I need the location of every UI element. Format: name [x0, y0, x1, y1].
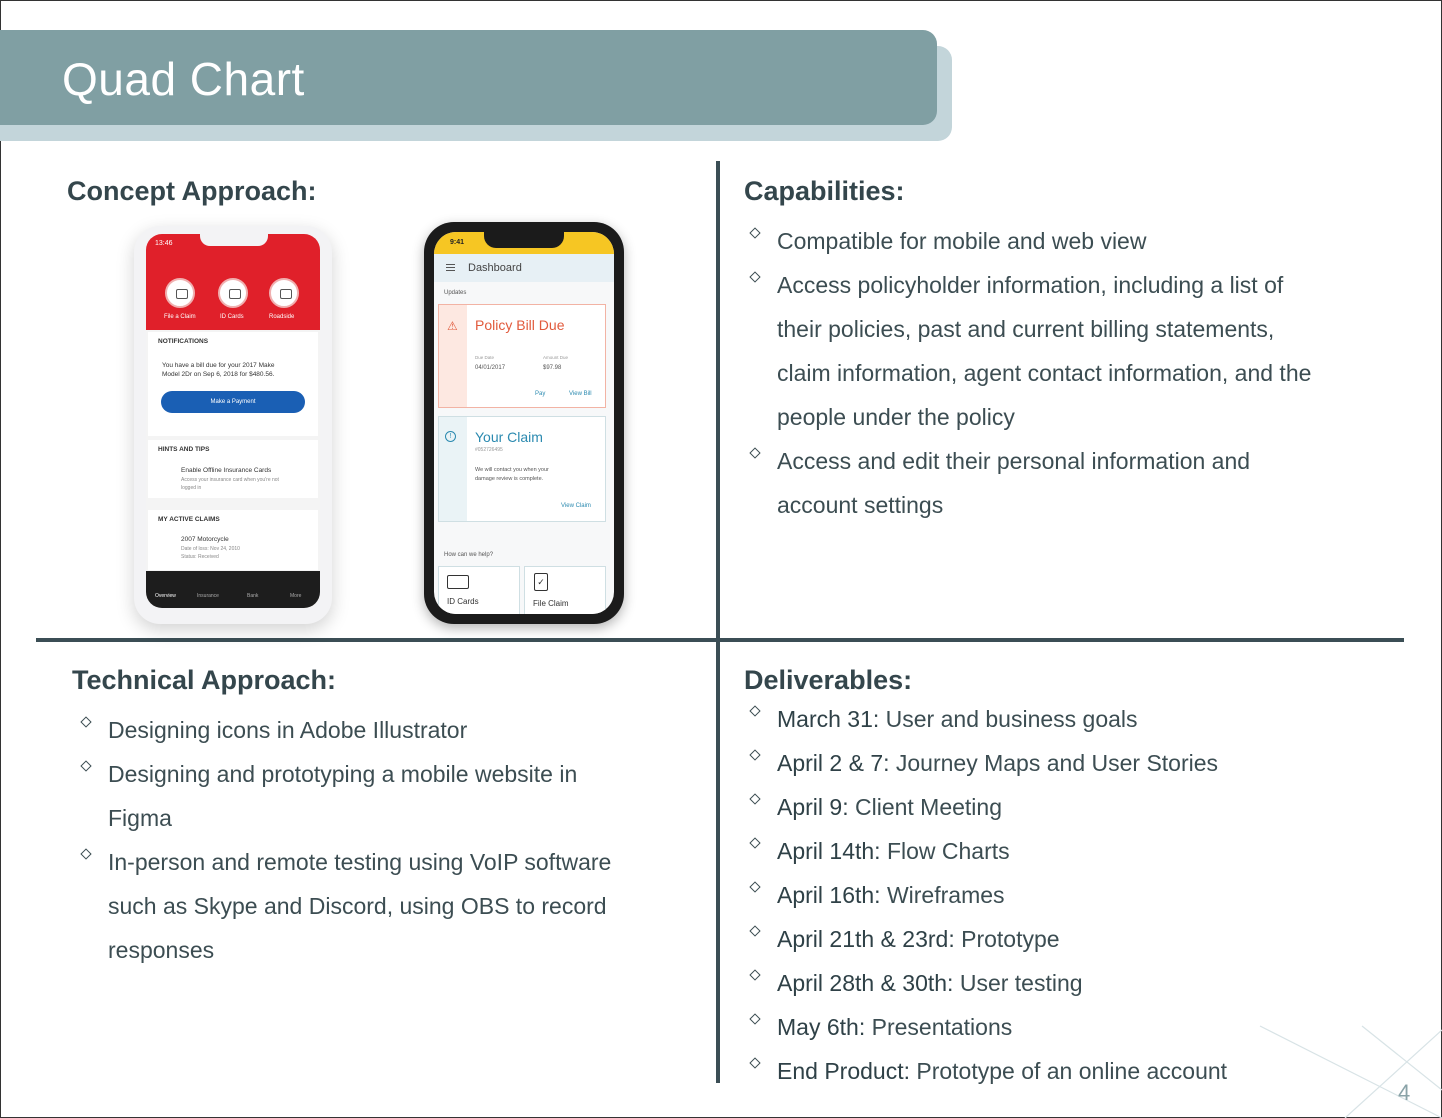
due-date: 04/01/2017 — [475, 365, 506, 371]
your-claim-title: Your Claim — [475, 429, 543, 445]
due-date-label: Due Date — [475, 355, 495, 360]
deliverable-text: Presentations — [865, 1014, 1013, 1040]
capabilities-list — [777, 219, 1397, 527]
capabilities-item — [777, 439, 1397, 527]
id-cards-icon — [218, 278, 248, 308]
capabilities-item-text: Access and edit their personal information and — [777, 448, 1251, 474]
phone1-icon-label: Roadside — [269, 314, 295, 320]
technical-item — [108, 752, 688, 840]
phone-mockup-dark — [424, 222, 624, 624]
capabilities-item-text: Compatible for mobile and web view — [777, 228, 1147, 254]
phone1-screen — [146, 234, 320, 608]
phone2-screen — [434, 232, 614, 614]
claim-text: Date of loss: Nov 24, 2010 — [181, 546, 240, 552]
updates-label: Updates — [444, 290, 467, 296]
deliverable-text: Flow Charts — [880, 838, 1010, 864]
active-claims-card — [148, 510, 318, 570]
id-card-icon — [447, 575, 469, 589]
technical-item-text: such as Skype and Discord, using OBS to record — [108, 893, 607, 919]
policy-bill-card — [438, 304, 606, 408]
deliverable-date: April 14th: — [777, 838, 881, 864]
claim-text: Status: Received — [181, 554, 219, 560]
claims-label: MY ACTIVE CLAIMS — [158, 516, 220, 523]
horizontal-divider — [36, 638, 1404, 642]
clipboard-check-icon: ✓ — [534, 573, 548, 591]
claim-text: damage review is complete. — [475, 476, 544, 482]
nav-item: Bank — [247, 593, 259, 599]
deliverable-date: April 21th & 23rd: — [777, 926, 955, 952]
deliverable-item — [777, 697, 1397, 741]
notification-text: You have a bill due for your 2017 Make — [162, 362, 275, 369]
claim-text: We will contact you when your — [475, 467, 549, 473]
id-cards-tile-label: ID Cards — [447, 597, 479, 606]
technical-heading: Technical Approach: — [72, 665, 337, 695]
hint-title: Enable Offline Insurance Cards — [181, 467, 272, 474]
capabilities-item-text: claim information, agent contact information, and the — [777, 360, 1312, 386]
phone1-bottom-nav — [146, 571, 320, 608]
deliverable-date: March 31: — [777, 706, 880, 732]
deliverable-date: April 28th & 30th: — [777, 970, 954, 996]
deliverable-date: May 6th: — [777, 1014, 866, 1040]
capabilities-item — [777, 219, 1397, 263]
deliverable-date: April 9: — [777, 794, 849, 820]
deliverable-item — [777, 961, 1397, 1005]
deliverable-item — [777, 917, 1397, 961]
file-claim-tile — [524, 566, 606, 614]
file-claim-tile-label: File Claim — [533, 599, 569, 608]
file-claim-icon — [165, 278, 195, 308]
deliverable-text: Prototype of an online account — [909, 1058, 1228, 1084]
deliverable-text: User and business goals — [879, 706, 1138, 732]
slide-title: Quad Chart — [62, 53, 305, 105]
technical-item — [108, 708, 688, 752]
capabilities-item — [777, 263, 1397, 439]
claim-number: #052726495 — [475, 447, 503, 453]
info-icon: ! — [445, 431, 456, 442]
capabilities-item-text: their policies, past and current billing statements, — [777, 316, 1275, 342]
corner-decoration — [1250, 1020, 1442, 1118]
concept-heading: Concept Approach: — [67, 176, 317, 206]
nav-item: More — [290, 593, 302, 599]
technical-item-text: In-person and remote testing using VoIP software — [108, 849, 612, 875]
phone2-time: 9:41 — [450, 239, 465, 246]
deliverable-item — [777, 873, 1397, 917]
amount-label: Amount Due — [543, 355, 569, 360]
technical-item-text: responses — [108, 937, 215, 963]
capabilities-item-text: people under the policy — [777, 404, 1015, 430]
notifications-card — [148, 332, 318, 436]
roadside-icon — [269, 278, 299, 308]
hint-text: Access your insurance card when you're not — [181, 477, 279, 483]
id-cards-tile — [438, 566, 520, 614]
phone1-time: 13:46 — [155, 240, 173, 247]
warning-icon: ⚠ — [447, 319, 458, 333]
notifications-label: NOTIFICATIONS — [158, 338, 209, 345]
notification-text: Model 2Dr on Sep 6, 2018 for $480.56. — [162, 371, 275, 378]
hints-label: HINTS AND TIPS — [158, 446, 210, 453]
technical-item-text: Designing and prototyping a mobile website in — [108, 761, 578, 787]
deliverable-date: April 16th: — [777, 882, 881, 908]
view-claim-link: View Claim — [561, 503, 591, 509]
capabilities-item-text: account settings — [777, 492, 944, 518]
deliverable-date: April 2 & 7: — [777, 750, 890, 776]
deliverables-heading: Deliverables: — [744, 665, 913, 695]
phone1-notch — [200, 234, 268, 246]
technical-list — [108, 708, 688, 972]
make-payment-button: Make a Payment — [161, 391, 305, 413]
your-claim-card — [438, 416, 606, 522]
capabilities-heading: Capabilities: — [744, 176, 905, 206]
phone2-header — [434, 254, 614, 282]
policy-bill-title: Policy Bill Due — [475, 317, 565, 333]
capabilities-item-text: Access policyholder information, including a list of — [777, 272, 1284, 298]
dashboard-title: Dashboard — [468, 262, 522, 274]
phone2-notch — [484, 232, 564, 248]
deliverable-text: Client Meeting — [848, 794, 1003, 820]
deliverable-text: Wireframes — [880, 882, 1005, 908]
help-label: How can we help? — [444, 552, 494, 558]
phone1-icon-label: File a Claim — [164, 314, 196, 320]
deliverable-text: User testing — [953, 970, 1083, 996]
hints-card — [148, 440, 318, 498]
deliverable-text: Prototype — [954, 926, 1060, 952]
amount-due: $97.98 — [543, 365, 562, 371]
view-bill-link: View Bill — [569, 391, 592, 397]
deliverable-item — [777, 829, 1397, 873]
technical-item-text: Designing icons in Adobe Illustrator — [108, 717, 468, 743]
vertical-divider — [716, 161, 720, 1083]
deliverable-item — [777, 785, 1397, 829]
menu-icon — [446, 264, 455, 271]
pay-link: Pay — [535, 391, 546, 397]
page-number: 4 — [1398, 1080, 1411, 1105]
claim-title: 2007 Motorcycle — [181, 536, 229, 543]
deliverable-text: Journey Maps and User Stories — [889, 750, 1219, 776]
technical-item-text: Figma — [108, 805, 172, 831]
deliverable-item — [777, 741, 1397, 785]
nav-item: Insurance — [197, 593, 219, 599]
technical-item — [108, 840, 688, 972]
phone1-icon-label: ID Cards — [220, 314, 244, 320]
nav-item: Overview — [155, 593, 176, 599]
deliverable-date: End Product: — [777, 1058, 910, 1084]
hint-text: logged in — [181, 485, 202, 491]
phone-mockup-red — [134, 226, 332, 624]
